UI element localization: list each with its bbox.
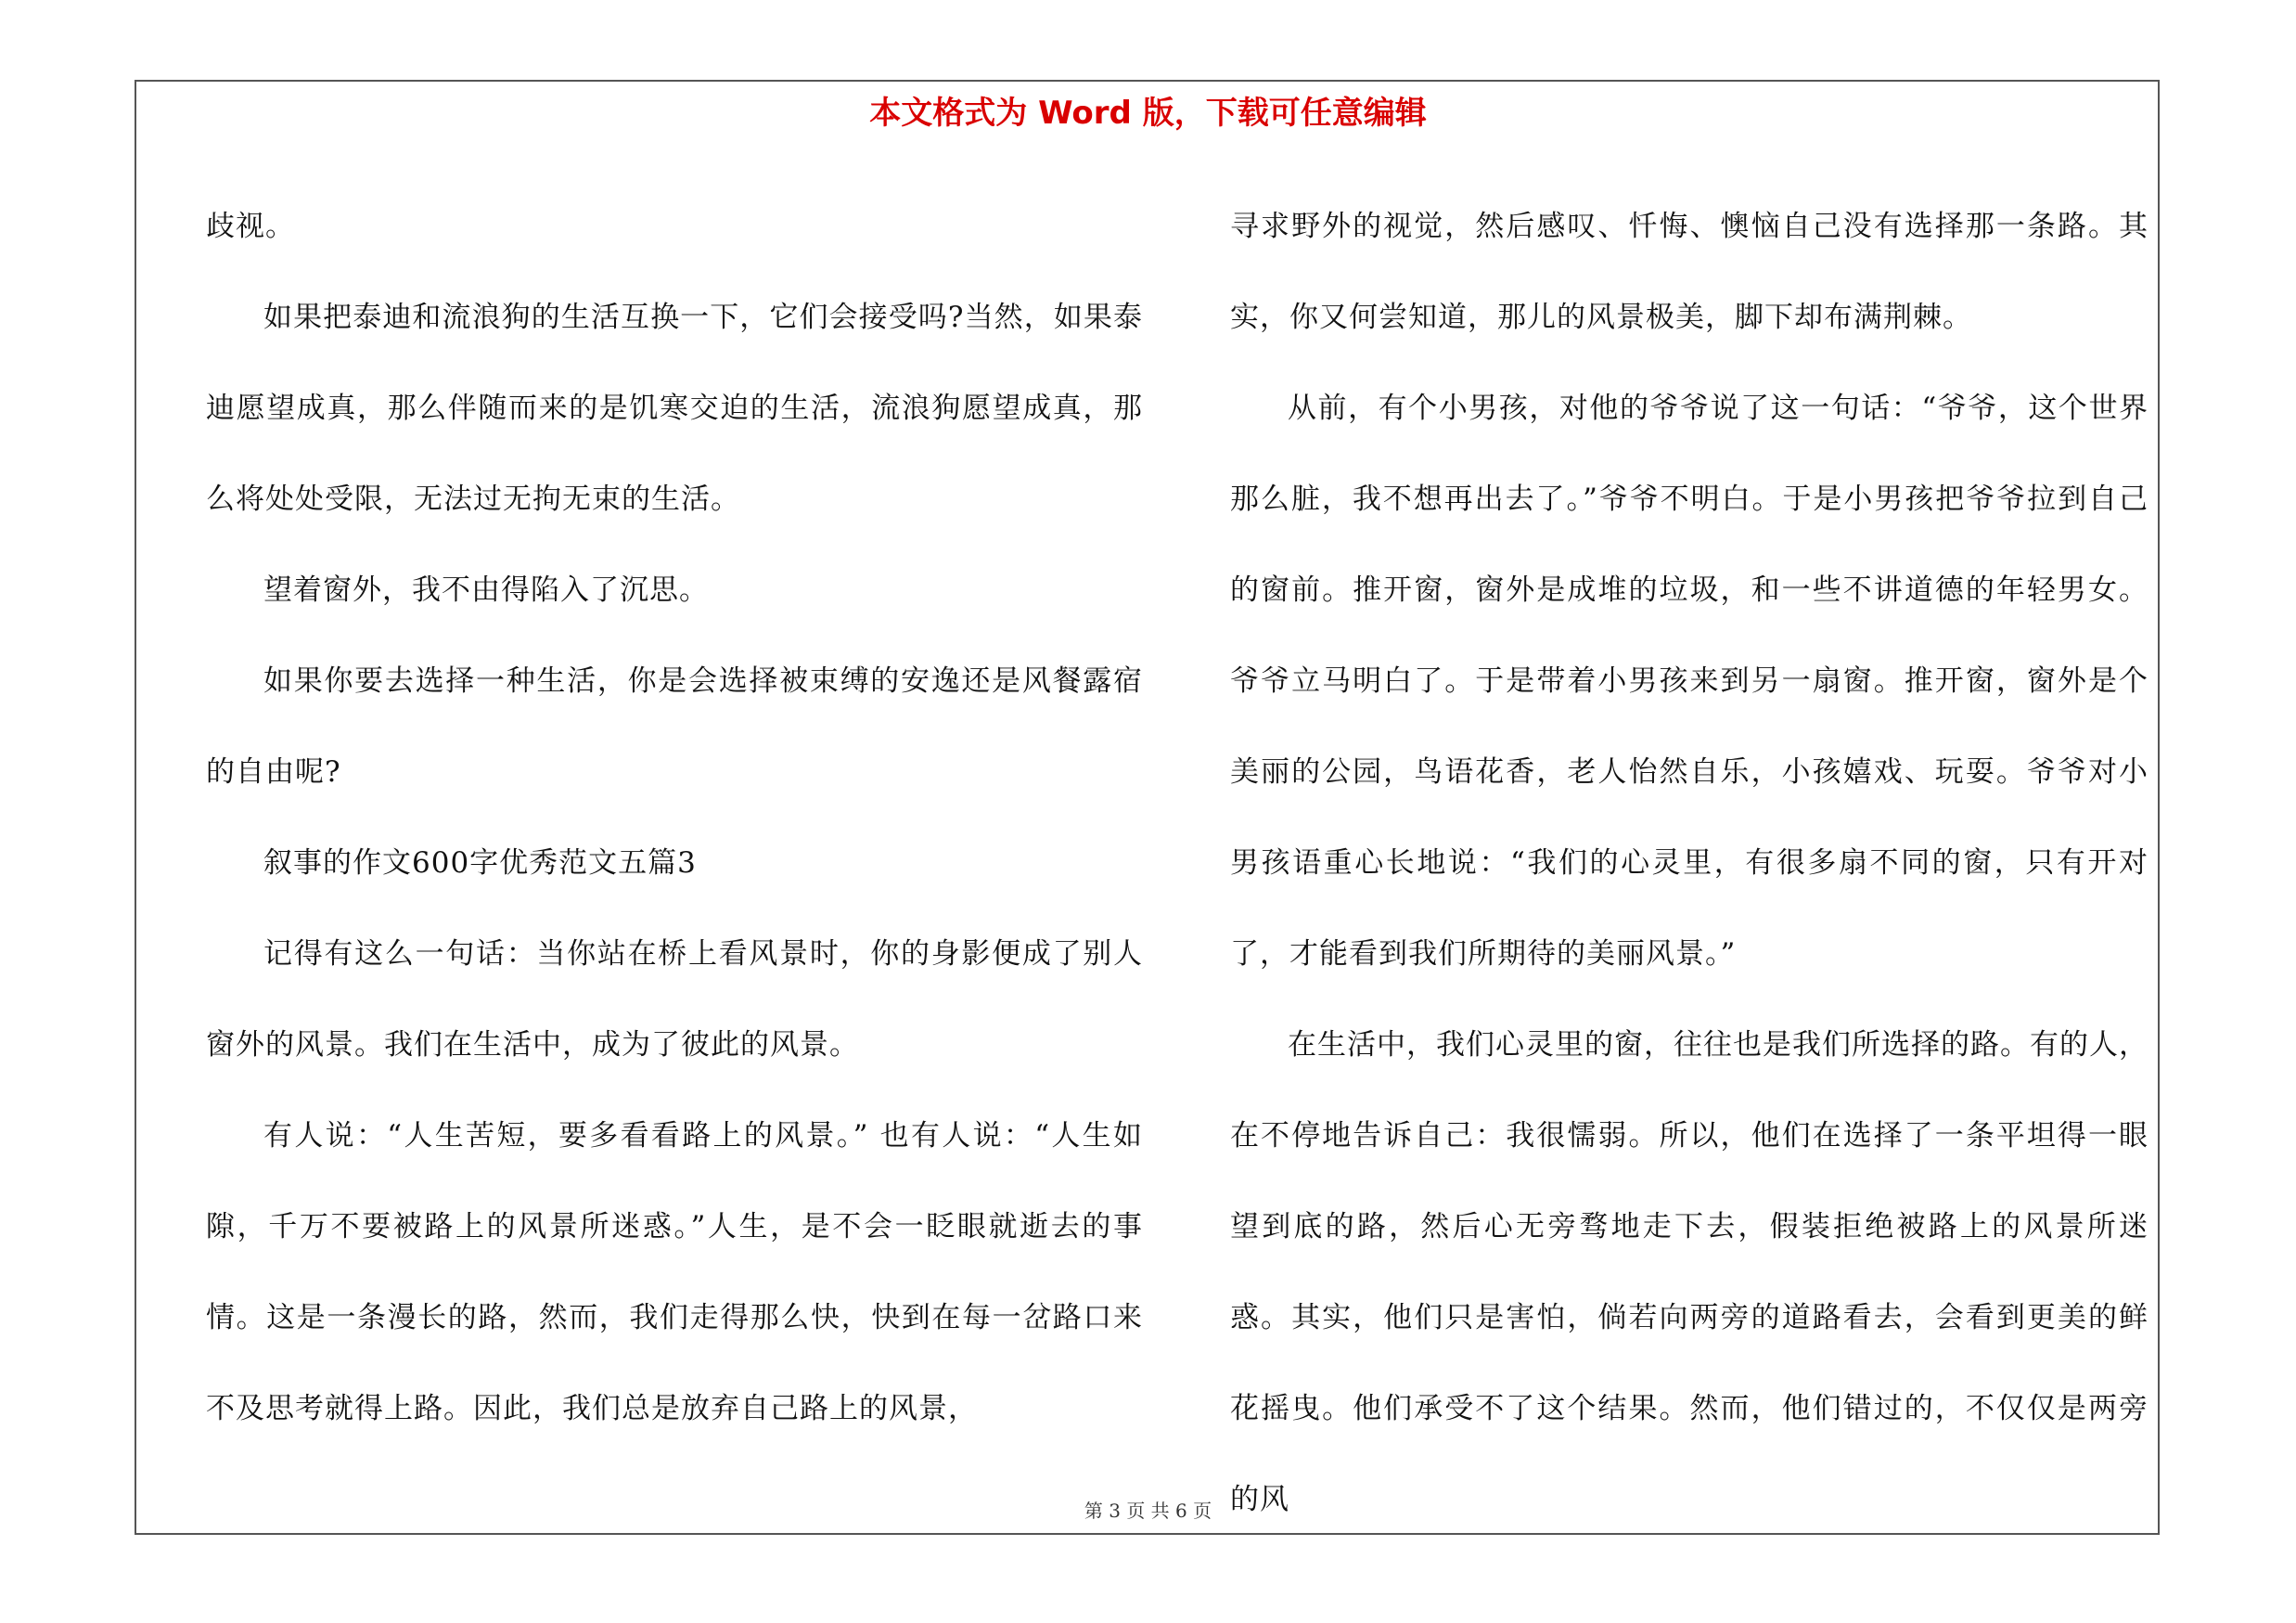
paragraph: 歧视。 [206, 210, 295, 243]
paragraph: 在生活中，我们心灵里的窗，往往也是我们所选择的路。有的人，在不停地告诉自己：我很懦弱。所以，他们在选择了一条平坦得一眼望到底的路，然后心无旁骛地走下去，假装拒绝被路上的风景所迷惑。其实，他们只是害怕，倘若向两旁的道路看去，会看到更美的鲜花摇曳。他们承受不了这个结果。然而，他们错过的，不仅仅是两旁的风 [1230, 1028, 2148, 1516]
paragraph: 如果把泰迪和流浪狗的生活互换一下，它们会接受吗?当然，如果泰迪愿望成真，那么伴随而来的是饥寒交迫的生活，流浪狗愿望成真，那么将处处受限，无法过无拘无束的生活。 [206, 301, 1143, 516]
paragraph: 寻求野外的视觉，然后感叹、忏悔、懊恼自己没有选择那一条路。其实，你又何尝知道，那儿的风景极美，脚下却布满荆棘。 [1230, 210, 2148, 334]
section-heading: 叙事的作文600字优秀范文五篇3 [263, 846, 697, 880]
page-footer: 第 3 页 共 6 页 [1084, 1500, 1212, 1522]
paragraph: 如果你要去选择一种生活，你是会选择被束缚的安逸还是风餐露宿的自由呢? [206, 664, 1143, 789]
paragraph: 记得有这么一句话：当你站在桥上看风景时，你的身影便成了别人窗外的风景。我们在生活中，成为了彼此的风景。 [206, 937, 1143, 1062]
paragraph: 从前，有个小男孩，对他的爷爷说了这一句话：“爷爷，这个世界那么脏，我不想再出去了。”爷爷不明白。于是小男孩把爷爷拉到自己的窗前。推开窗，窗外是成堆的垃圾，和一些不讲道德的年轻男女。爷爷立马明白了。于是带着小男孩来到另一扇窗。推开窗，窗外是个美丽的公园，鸟语花香，老人怡然自乐，小孩嬉戏、玩耍。爷爷对小男孩语重心长地说：“我们的心灵里，有很多扇不同的窗，只有开对了，才能看到我们所期待的美丽风景。” [1230, 392, 2148, 971]
document-banner: 本文格式为 Word 版，下载可任意编辑 [869, 95, 1427, 132]
left-column [206, 181, 1143, 1454]
right-column [1230, 181, 2148, 1545]
paragraph: 望着窗外，我不由得陷入了沉思。 [263, 573, 709, 607]
paragraph: 有人说：“人生苦短，要多看看路上的风景。” 也有人说：“人生如隙，千万不要被路上的风景所迷惑。”人生，是不会一眨眼就逝去的事情。这是一条漫长的路，然而，我们走得那么快，快到在每一岔路口来不及思考就得上路。因此，我们总是放弃自己路上的风景， [206, 1119, 1143, 1425]
